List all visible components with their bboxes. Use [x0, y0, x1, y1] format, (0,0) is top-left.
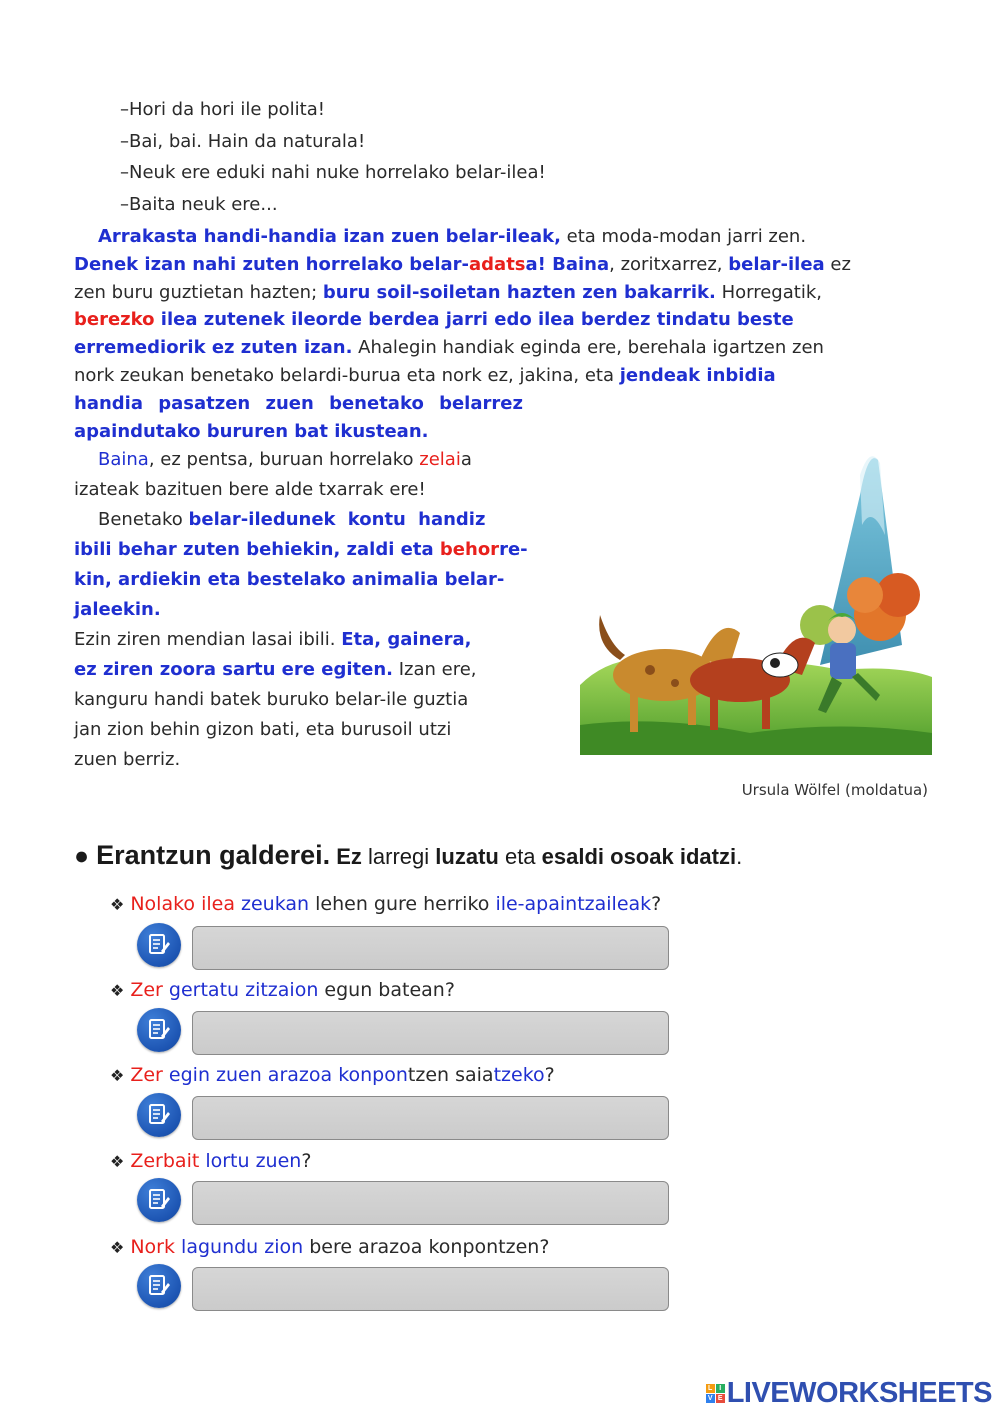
illustration-credit: Ursula Wölfel (moldatua): [741, 781, 928, 799]
question-4: ❖ Zerbait lortu zuen?: [110, 1150, 312, 1172]
logo-grid-cell: I: [716, 1384, 725, 1393]
dialogue-line: –Neuk ere eduki nahi nuke horrelako belar-ilea!: [120, 162, 546, 183]
question-2: ❖ Zer gertatu zitzaion egun batean?: [110, 979, 455, 1001]
paragraph-2: Baina, ez pentsa, buruan horrelako zelaia izateak bazituen bere alde txarrak ere!: [74, 449, 472, 500]
question-1: ❖ Nolako ilea zeukan lehen gure herriko ile-apaintzaileak?: [110, 893, 662, 915]
logo-grid-icon: [706, 1384, 725, 1403]
edit-icon[interactable]: [137, 1178, 181, 1222]
story-illustration: [580, 415, 932, 755]
liveworksheets-logo[interactable]: [706, 1376, 992, 1410]
logo-grid-cell: E: [716, 1394, 725, 1403]
answer-field-4[interactable]: [192, 1181, 669, 1225]
cow: [762, 653, 798, 677]
answer-field-1[interactable]: [192, 926, 669, 970]
answer-field-5[interactable]: [192, 1267, 669, 1311]
logo-text: LIVEWORKSHEETS: [726, 1376, 992, 1409]
paragraph-1-tail: handia pasatzen zuen benetako belarrez apaindutako bururen bat ikustean.: [74, 393, 523, 442]
dialogue-line: –Bai, bai. Hain da naturala!: [120, 131, 366, 152]
paragraph-4: Ezin ziren mendian lasai ibili. Eta, gainera, ez ziren zoora sartu ere egiten. Izan ere, kanguru handi batek buruko belar-ile guztia jan zion behin gizon bati, eta burusoil utzi zuen berriz.: [74, 629, 477, 770]
question-3: ❖ Zer egin zuen arazoa konpontzen saiatzeko?: [110, 1064, 555, 1086]
edit-icon[interactable]: [137, 1264, 181, 1308]
logo-grid-cell: V: [706, 1394, 715, 1403]
edit-icon[interactable]: [137, 1093, 181, 1137]
paragraph-3: Benetako belar-iledunek kontu handiz ibili behar zuten behiekin, zaldi eta behorre- kin, ardiekin eta bestelako animalia belar- jaleekin.: [74, 509, 528, 620]
logo-grid-cell: L: [706, 1384, 715, 1393]
dialogue-line: –Baita neuk ere...: [120, 194, 278, 215]
answer-field-3[interactable]: [192, 1096, 669, 1140]
edit-icon[interactable]: [137, 1008, 181, 1052]
edit-icon[interactable]: [137, 923, 181, 967]
instruction-heading: ● Erantzun galderei. Ez larregi luzatu eta esaldi osoak idatzi.: [74, 840, 743, 870]
answer-field-2[interactable]: [192, 1011, 669, 1055]
question-5: ❖ Nork lagundu zion bere arazoa konpontzen?: [110, 1236, 550, 1258]
dialogue-line: –Hori da hori ile polita!: [120, 99, 325, 120]
paragraph-1: Arrakasta handi-handia izan zuen belar-ileak, eta moda-modan jarri zen. Denek izan nahi zuten horrelako belar-adatsa! Baina, zoritxarrez, belar-ilea ez zen buru guztietan hazten; buru soil-soiletan hazten zen bakarrik. Horregatik, berezko ilea zutenek ileorde berdea jarri edo ilea berdez tindatu beste erremediorik ez zuten izan. Ahalegin handiak eginda ere, berehala igartzen zen nork zeukan benetako belardi-burua eta nork ez, jakina, eta jendeak inbidia: [74, 226, 851, 386]
